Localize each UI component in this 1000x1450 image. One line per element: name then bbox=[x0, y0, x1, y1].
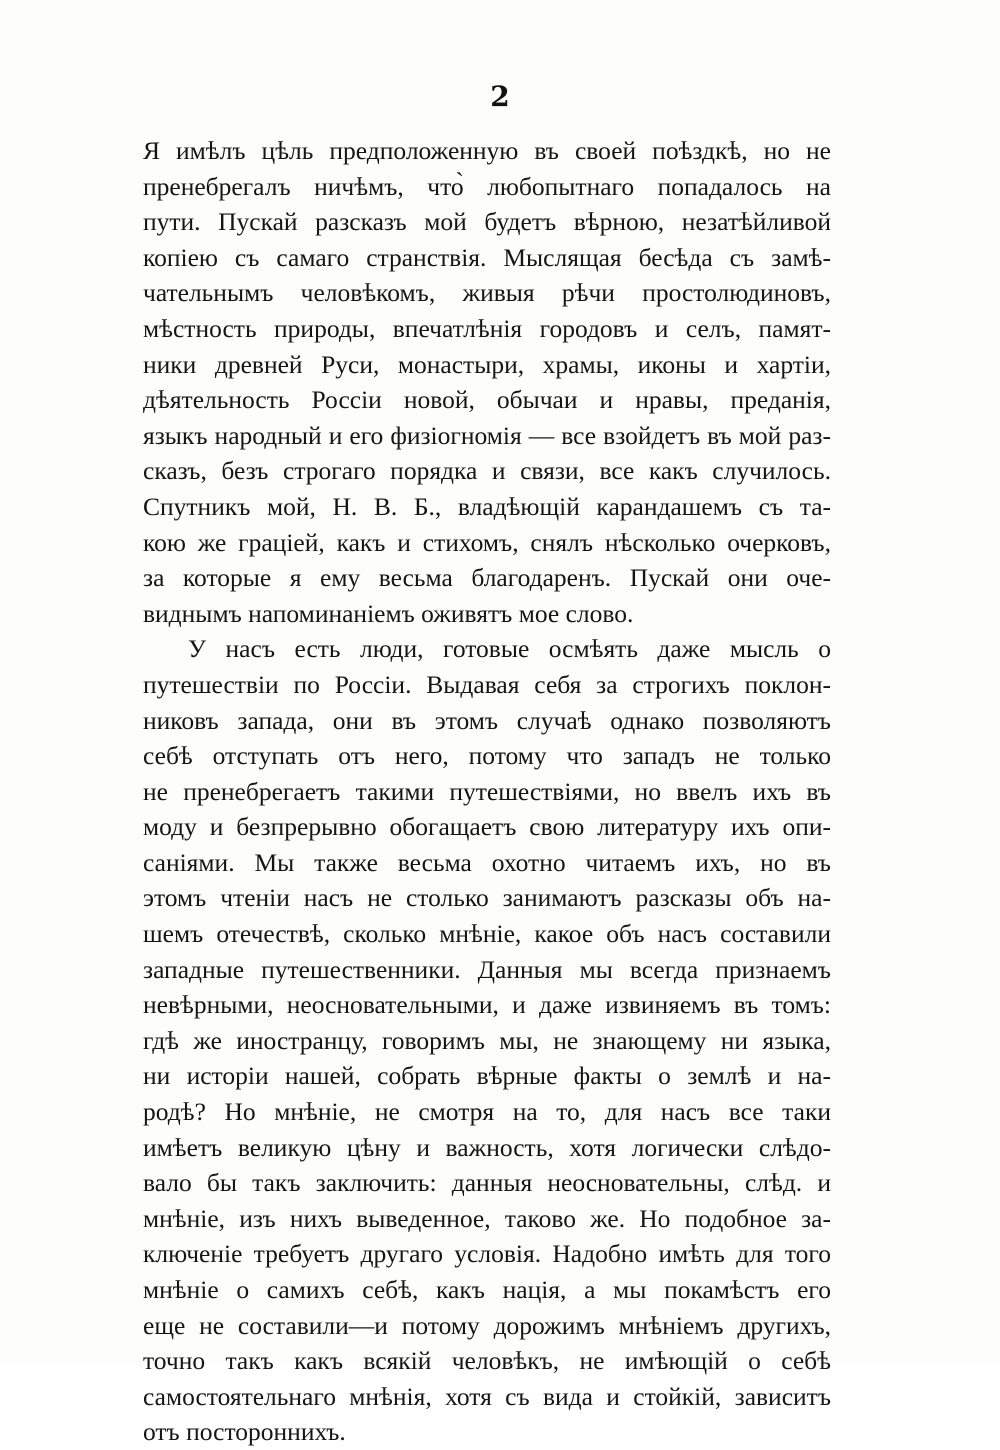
text-line: пренебрегалъ ничѣмъ, что̀ любопытнаго попадалось на bbox=[143, 171, 831, 201]
text-line: сказъ, безъ строгаго порядка и связи, все какъ случилось. bbox=[143, 456, 831, 486]
text-line: У насъ есть люди, готовые осмѣять даже мысль о bbox=[188, 634, 831, 664]
text-line: копіею съ самаго странствія. Мыслящая бесѣда съ замѣ- bbox=[143, 242, 831, 272]
text-line: виднымъ напоминаніемъ оживятъ мое слово. bbox=[143, 598, 634, 628]
text-line: дѣятельность Россіи новой, обычаи и нравы, преданія, bbox=[143, 385, 831, 415]
text-line: точно такъ какъ всякій человѣкъ, не имѣющій о себѣ bbox=[143, 1346, 831, 1376]
text-line: Я имѣлъ цѣль предположенную въ своей поѣздкѣ, но не bbox=[143, 136, 831, 165]
text-line: родѣ? Но мнѣніе, не смотря на то, для насъ все таки bbox=[143, 1097, 831, 1127]
text-line: мѣстность природы, впечатлѣнія городовъ и селъ, памят- bbox=[143, 313, 831, 343]
text-line: себѣ отступать отъ него, потому что западъ не только bbox=[143, 741, 831, 771]
text-line: самостоятельнаго мнѣнія, хотя съ вида и стойкій, зависитъ bbox=[143, 1381, 831, 1411]
text-line: шемъ отечествѣ, сколько мнѣніе, какое объ насъ составили bbox=[143, 919, 831, 949]
paragraph-2 bbox=[143, 631, 831, 1450]
body-text bbox=[143, 133, 831, 1450]
text-line: никовъ запада, они въ этомъ случаѣ однако позволяютъ bbox=[143, 705, 831, 735]
text-line: мнѣніе о самихъ себѣ, какъ нація, а мы покамѣстъ его bbox=[143, 1275, 831, 1304]
text-line: путешествіи по Россіи. Выдавая себя за строгихъ поклон- bbox=[143, 669, 831, 699]
text-line: западные путешественники. Данныя мы всегда признаемъ bbox=[143, 954, 831, 984]
text-line: за которые я ему весьма благодаренъ. Пускай они оче- bbox=[143, 563, 831, 593]
text-line: имѣетъ великую цѣну и важность, хотя логически слѣдо- bbox=[143, 1132, 831, 1162]
text-line: чательнымъ человѣкомъ, живыя рѣчи простолюдиновъ, bbox=[143, 278, 831, 308]
page-number: 2 bbox=[490, 80, 510, 113]
text-line: пути. Пускай разсказъ мой будетъ вѣрною, незатѣйливой bbox=[143, 207, 831, 237]
text-line: этомъ чтеніи насъ не столько занимаютъ разсказы объ на- bbox=[143, 883, 831, 913]
text-line: вало бы такъ заключить: данныя неосновательны, слѣд. и bbox=[143, 1168, 831, 1198]
text-line: ни исторіи нашей, собрать вѣрные факты о землѣ и на- bbox=[143, 1061, 831, 1091]
text-line: отъ постороннихъ. bbox=[143, 1417, 346, 1447]
text-line: Спутникъ мой, Н. В. Б., владѣющій карандашемъ съ та- bbox=[143, 491, 831, 521]
text-line: гдѣ же иностранцу, говоримъ мы, не знающему ни языка, bbox=[143, 1025, 831, 1055]
text-line: не пренебрегаетъ такими путешествіями, но ввелъ ихъ въ bbox=[143, 776, 831, 806]
text-line: ники древней Руси, монастыри, храмы, иконы и хартіи, bbox=[143, 349, 831, 379]
text-line: языкъ народный и его физіогномія — все взойдетъ въ мой раз- bbox=[143, 420, 831, 450]
text-line: кою же граціей, какъ и стихомъ, снялъ нѣсколько очерковъ, bbox=[143, 527, 831, 557]
text-line: ключеніе требуетъ другаго условія. Надобно имѣть для того bbox=[143, 1239, 831, 1269]
paragraph-1 bbox=[143, 133, 831, 631]
text-line: моду и безпрерывно обогащаетъ свою литературу ихъ опи- bbox=[143, 812, 831, 842]
text-line: невѣрными, неосновательными, и даже извиняемъ въ томъ: bbox=[143, 990, 831, 1020]
text-line: саніями. Мы также весьма охотно читаемъ ихъ, но въ bbox=[143, 847, 831, 877]
text-line: мнѣніе, изъ нихъ выведенное, таково же. Но подобное за- bbox=[143, 1203, 831, 1233]
text-line: еще не составили—и потому дорожимъ мнѣніемъ другихъ, bbox=[143, 1310, 831, 1340]
